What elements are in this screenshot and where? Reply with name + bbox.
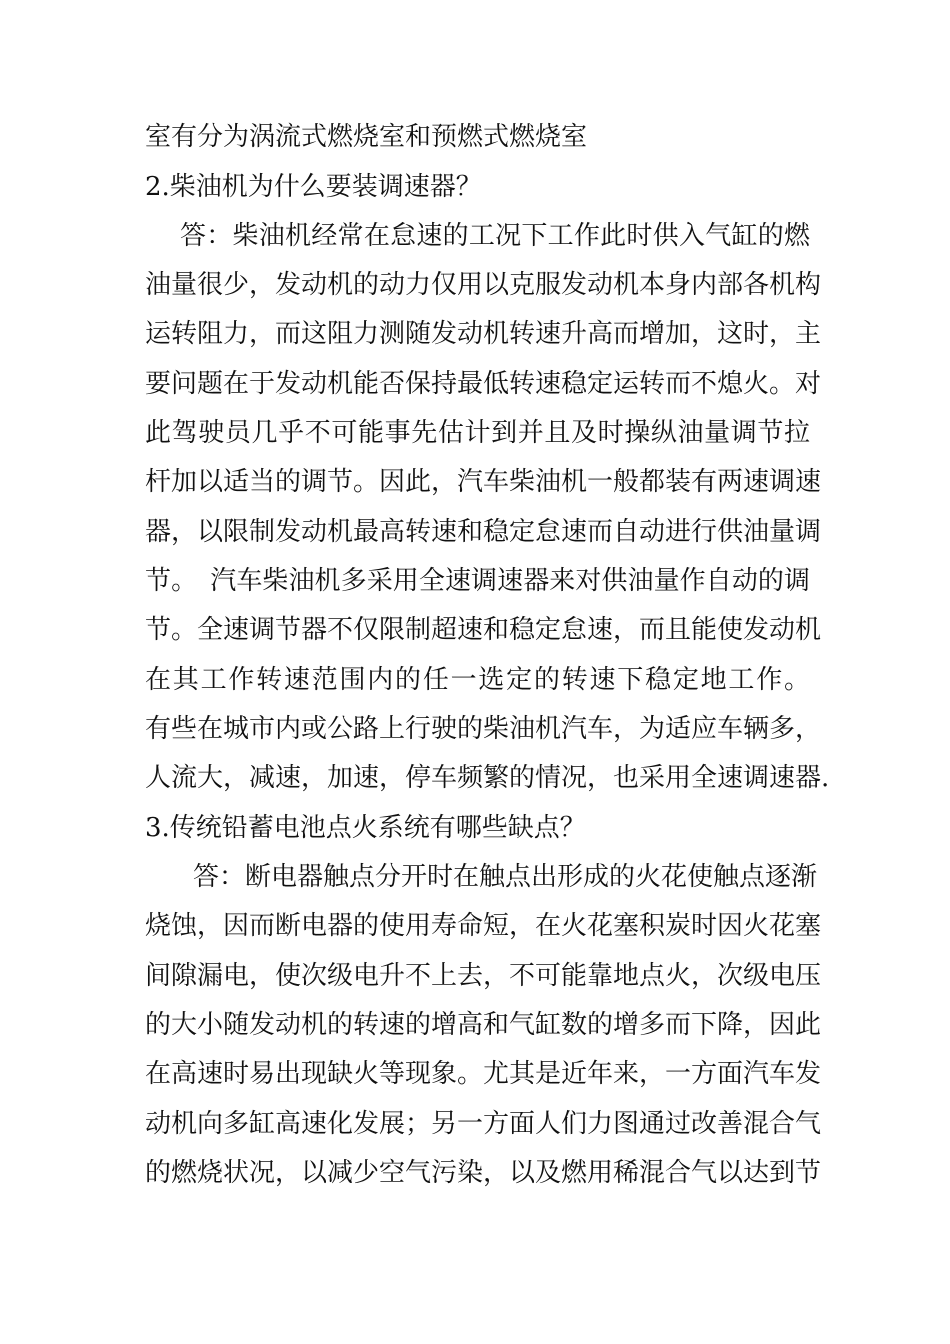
answer-3-line-6: 动机向多缸高速化发展；另一方面人们力图通过改善混合气 bbox=[145, 1109, 822, 1139]
question-3-heading: 3.传统铅蓄电池点火系统有哪些缺点？ bbox=[145, 813, 586, 843]
answer-3-line-4: 的大小随发动机的转速的增高和气缸数的增多而下降，因此 bbox=[145, 1010, 822, 1040]
text-line-1: 室有分为涡流式燃烧室和预燃式燃烧室 bbox=[145, 122, 588, 152]
answer-2-line-12: 人流大，减速，加速，停车频繁的情况，也采用全速调速器. bbox=[145, 763, 830, 793]
answer-2-line-2: 油量很少，发动机的动力仅用以克服发动机本身内部各机构 bbox=[145, 270, 822, 300]
answer-2-line-5: 此驾驶员几乎不可能事先估计到并且及时操纵油量调节拉 bbox=[145, 418, 810, 448]
answer-2-line-9: 节。全速调节器不仅限制超速和稳定怠速，而且能使发动机 bbox=[145, 615, 822, 645]
answer-2-line-11: 有些在城市内或公路上行驶的柴油机汽车，为适应车辆多， bbox=[145, 714, 822, 744]
answer-3-line-1: 答：断电器触点分开时在触点出形成的火花使触点逐渐 bbox=[193, 862, 818, 892]
answer-2-line-8: 节。 汽车柴油机多采用全速调速器来对供油量作自动的调 bbox=[145, 566, 810, 596]
question-2-heading: 2.柴油机为什么要装调速器？ bbox=[145, 172, 482, 202]
answer-2-line-1: 答：柴油机经常在怠速的工况下工作此时供入气缸的燃 bbox=[180, 221, 810, 251]
answer-2-line-7: 器，以限制发动机最高转速和稳定怠速而自动进行供油量调 bbox=[145, 517, 822, 547]
answer-3-line-3: 间隙漏电，使次级电升不上去，不可能靠地点火，次级电压 bbox=[145, 961, 822, 991]
answer-3-line-7: 的燃烧状况，以减少空气污染，以及燃用稀混合气以达到节 bbox=[145, 1158, 822, 1188]
answer-3-line-5: 在高速时易出现缺火等现象。尤其是近年来，一方面汽车发 bbox=[145, 1059, 822, 1089]
answer-2-line-4: 要问题在于发动机能否保持最低转速稳定运转而不熄火。对 bbox=[145, 369, 822, 399]
answer-2-line-6: 杆加以适当的调节。因此，汽车柴油机一般都装有两速调速 bbox=[145, 467, 822, 497]
answer-3-line-2: 烧蚀，因而断电器的使用寿命短，在火花塞积炭时因火花塞 bbox=[145, 911, 822, 941]
answer-2-line-3: 运转阻力，而这阻力测随发动机转速升高而增加，这时，主 bbox=[145, 319, 822, 349]
answer-2-line-10: 在其工作转速范围内的任一选定的转速下稳定地工作。 bbox=[145, 665, 810, 695]
